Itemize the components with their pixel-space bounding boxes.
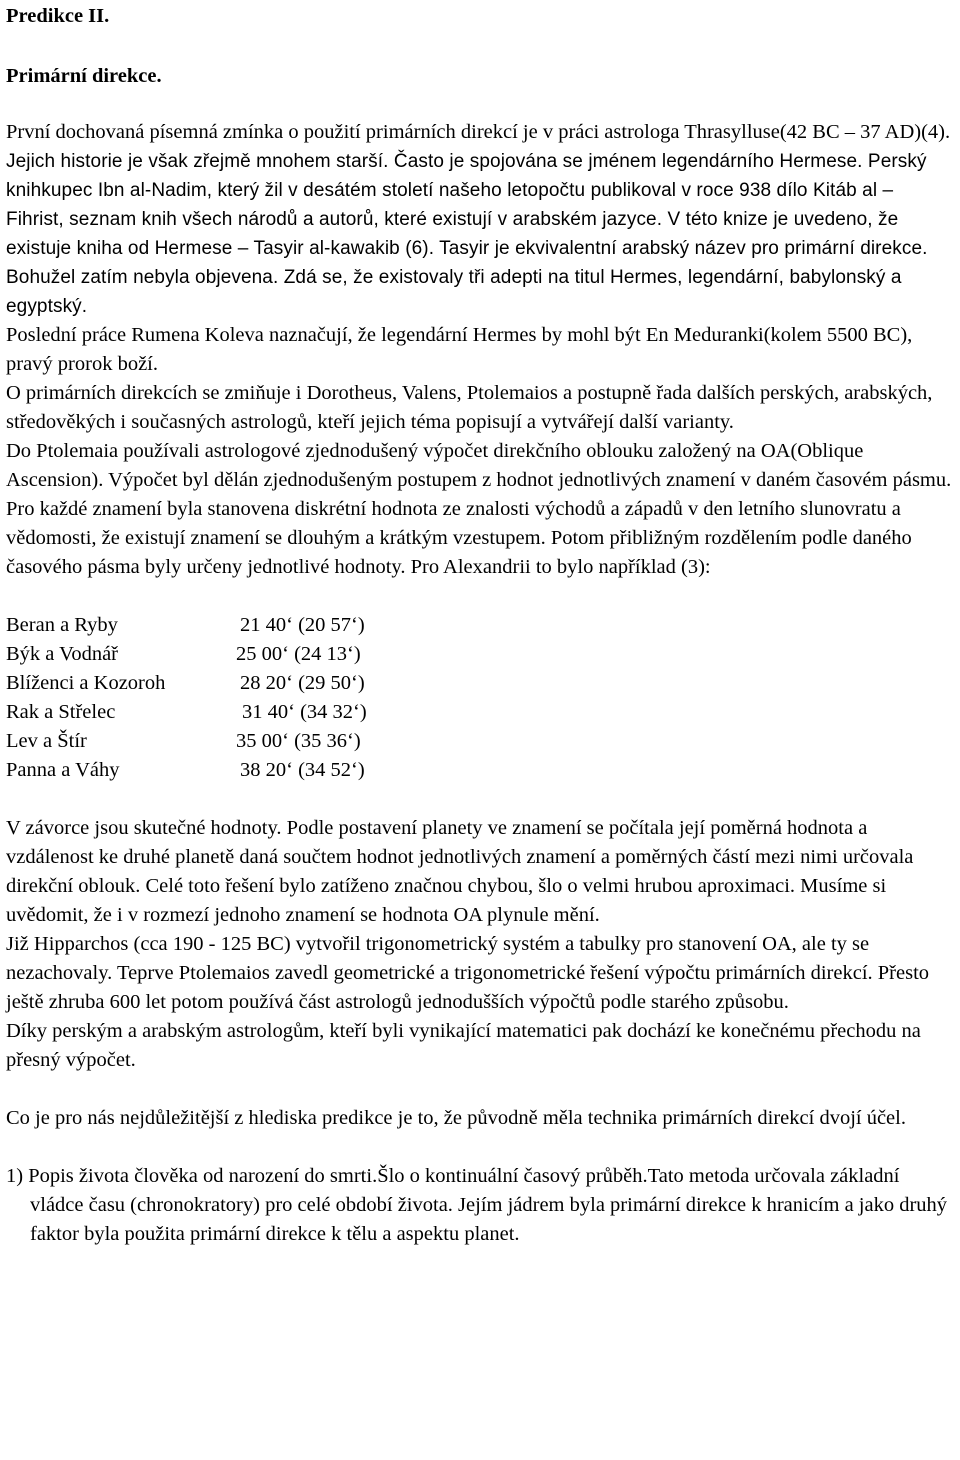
sign-pair-value: 35 00‘ (35 36‘)	[236, 730, 361, 752]
sign-pair-value: 21 40‘ (20 57‘)	[240, 614, 365, 636]
spacer	[6, 785, 956, 814]
paragraph-persian: Díky perským a arabským astrologům, kteří byli vynikající matematici pak dochází ke konečnému přechodu na přesný výpočet.	[6, 1020, 921, 1071]
sign-pair-name: Blíženci a Kozoroh	[6, 672, 166, 694]
paragraph-history-part-c: Perský knihkupec Ibn al-Nadim, který žil v desátém století našeho letopočtu publikoval v roce 938 dílo Kitáb al – Fihrist, seznam knih všech národů a autorů, které existují v arabském jazyce. V této knize je uvedeno, že existuje kniha od Hermese – Tasyir al-kawakib (6). Tasyir je ekvivalentní arabský název pro primární direkce. Bohužel zatím nebyla objevena. Zdá se, že existovaly tři adepti na titul Hermes, legendární, babylonský a egyptský.	[6, 151, 928, 317]
paragraph-purpose: Co je pro nás nejdůležitější z hlediska predikce je to, že původně měla technika primárních direkcí dvojí účel.	[6, 1107, 906, 1129]
table-row	[6, 727, 367, 756]
spacer	[6, 582, 956, 611]
paragraph-dorotheus: O primárních direkcích se zmiňuje i Dorotheus, Valens, Ptolemaios a postupně řada dalších perských, arabských, středověkých i současných astrologů, kteří jejich téma popisují a vytvářejí další varianty.	[6, 382, 933, 433]
sign-pair-name: Býk a Vodnář	[6, 643, 118, 665]
table-row	[6, 756, 367, 785]
sign-pair-value: 31 40‘ (34 32‘)	[242, 701, 367, 723]
paragraph-brackets: V závorce jsou skutečné hodnoty. Podle postavení planety ve znamení se počítala její poměrná hodnota a vzdálenost ke druhé planetě daná součtem hodnot jednotlivých znamení a poměrných částí mezi nimi určovala direkční oblouk. Celé toto řešení bylo zatíženo značnou chybou, šlo o velmi hrubou aproximaci. Musíme si uvědomit, že i v rozmezí jednoho znamení se hodnota OA plynule mění.	[6, 817, 914, 926]
paragraph-history-part-b: Jejich historie je však zřejmě mnohem starší. Často je spojována se jménem legendárního Hermese.	[6, 151, 863, 172]
sign-pair-value: 25 00‘ (24 13‘)	[236, 643, 361, 665]
paragraph-history	[6, 118, 956, 321]
section-heading: Primární direkce.	[6, 65, 162, 87]
sign-pair-value: 38 20‘ (34 52‘)	[240, 759, 365, 781]
table-row	[6, 669, 367, 698]
list-item: 1) Popis života člověka od narození do smrti.Šlo o kontinuální časový průběh.Tato metoda určovala základní vládce času (chronokratory) pro celé období života. Jejím jádrem byla primární direkce k hranicím a jako druhý faktor byla použita primární direkce k tělu a aspektu planet.	[6, 1165, 948, 1245]
table-row	[6, 640, 367, 669]
paragraph-history-part-a: První dochovaná písemná zmínka o použití primárních direkcí je v práci astrologa Thrasylluse(42 BC – 37 AD)(4).	[6, 121, 951, 143]
spacer	[6, 1133, 956, 1162]
sign-pair-name: Lev a Štír	[6, 730, 87, 752]
sign-values-table	[6, 611, 367, 785]
sign-pair-name: Rak a Střelec	[6, 701, 116, 723]
sign-pair-value: 28 20‘ (29 50‘)	[240, 672, 365, 694]
sign-pair-name: Panna a Váhy	[6, 759, 120, 781]
document-title: Predikce II.	[6, 5, 110, 27]
spacer	[6, 1075, 956, 1104]
paragraph-hipparchos: Již Hipparchos (cca 190 - 125 BC) vytvořil trigonometrický systém a tabulky pro stanovení OA, ale ty se nezachovaly. Teprve Ptolemaios zavedl geometrické a trigonometrické řešení výpočtu primárních direkcí. Přesto ještě zhruba 600 let potom používá část astrologů jednodušších výpočtů podle starého způsobu.	[6, 933, 930, 1013]
table-row	[6, 611, 367, 640]
document-page	[6, 0, 956, 1249]
table-row	[6, 698, 367, 727]
paragraph-ptolemaios: Do Ptolemaia používali astrologové zjednodušený výpočet direkčního oblouku založený na OA(Oblique Ascension). Výpočet byl dělán zjednodušeným postupem z hodnot jednotlivých znamení v daném časovém pásmu. Pro každé znamení byla stanovena diskrétní hodnota ze znalosti východů a západů v den letního slunovratu a vědomosti, že existují znamení se dlouhým a krátkým vzestupem. Potom přibližným rozdělením podle daného časového pásma byly určeny jednotlivé hodnoty. Pro Alexandrii to bylo například (3):	[6, 440, 952, 578]
sign-pair-name: Beran a Ryby	[6, 614, 118, 636]
paragraph-koleva: Poslední práce Rumena Koleva naznačují, že legendární Hermes by mohl být En Meduranki(kolem 5500 BC), pravý prorok boží.	[6, 324, 913, 375]
